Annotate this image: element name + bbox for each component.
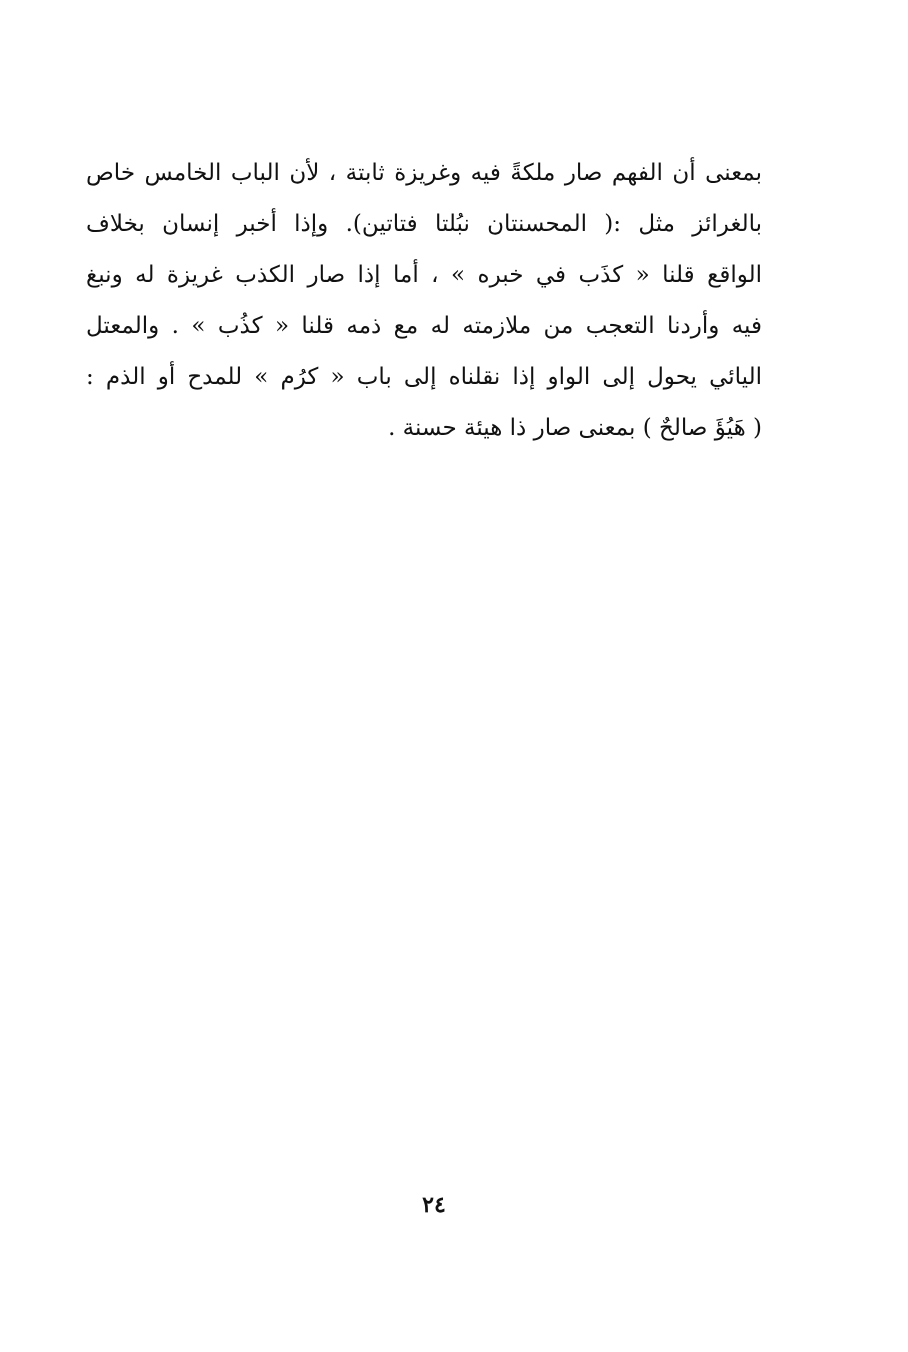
body-paragraph xyxy=(86,148,762,454)
text-line-last: ( هَيُؤَ صالحٌ ) بمعنى صار ذا هيئة حسنة . xyxy=(388,415,762,441)
text-line: اليائي يحول إلى الواو إذا نقلناه إلى باب « كرُم » للمدح أو الذم : xyxy=(86,364,762,390)
text-line: بالغرائز مثل :( المحسنتان نبُلتا فتاتين). وإذا أخبر إنسان بخلاف xyxy=(86,211,762,237)
text-line: بمعنى أن الفهم صار ملكةً فيه وغريزة ثابتة ، لأن الباب الخامس خاص xyxy=(86,160,762,186)
text-line: فيه وأردنا التعجب من ملازمته له مع ذمه قلنا « كذُب » . والمعتل xyxy=(86,313,762,339)
text-line: الواقع قلنا « كذَب في خبره » ، أما إذا صار الكذب غريزة له ونبغ xyxy=(86,262,762,288)
page-number: ٢٤ xyxy=(422,1192,446,1218)
